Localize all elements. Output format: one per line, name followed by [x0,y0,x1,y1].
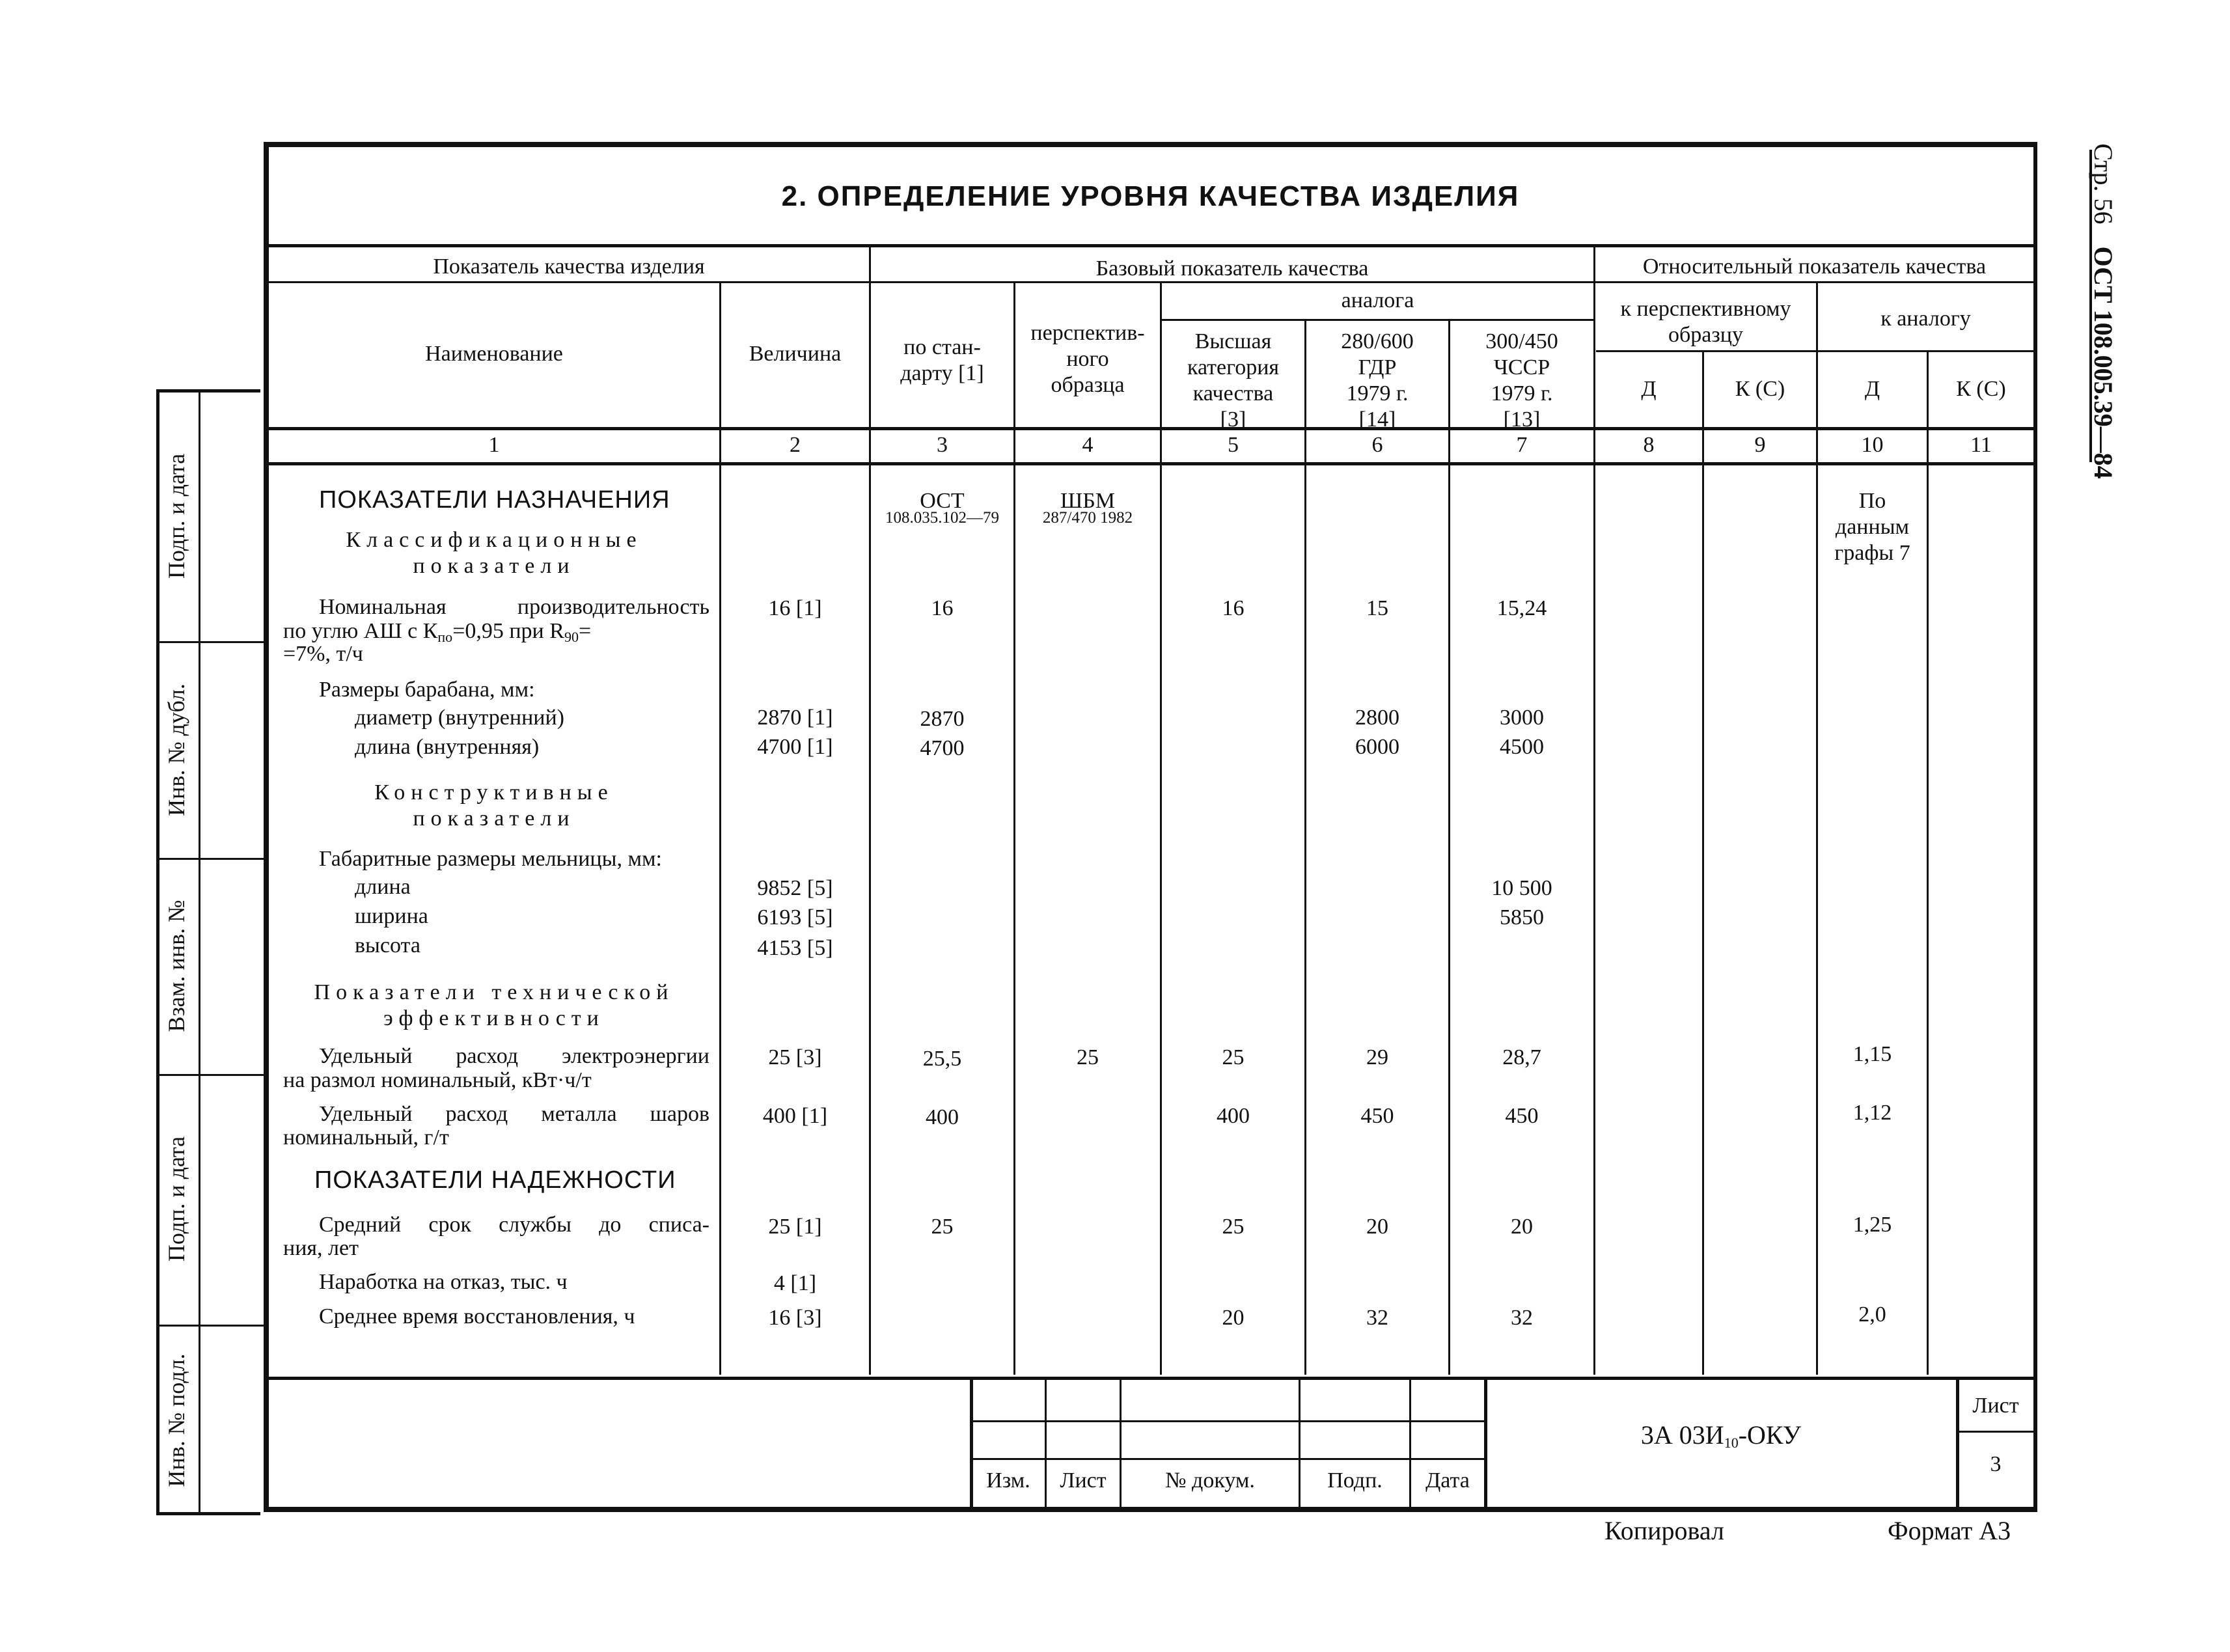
row-width: ширина [355,904,428,928]
cell-czech: 5850 [1500,905,1544,929]
page-title: 2. ОПРЕДЕЛЕНИЕ УРОВНЯ КАЧЕСТВА ИЗДЕЛИЯ [781,180,1520,212]
section-line: показатели [413,554,575,578]
column-number: 6 [1371,433,1383,457]
header-rule [269,427,2033,430]
header-kc: К (С) [1956,377,2006,401]
column-number: 11 [1970,433,1992,457]
column-number: 9 [1754,433,1766,457]
row-overall: Габаритные размеры мельницы, мм: [319,847,662,871]
cell-standard: 16 [931,596,954,620]
cell-standard: 4700 [920,736,965,760]
footer-copied: Копировал [1604,1516,1724,1545]
cell-value: 25 [1] [768,1215,822,1239]
subscript: 10 [1724,1435,1739,1451]
sheet-label: Лист [1972,1394,2019,1418]
cell-czech: 3000 [1500,706,1544,730]
header-line: качества [1192,381,1274,406]
title-block-list: Лист [1060,1468,1107,1493]
section-line: Конструктивные [374,780,614,805]
cell-value: 400 [1] [762,1104,828,1128]
side-page-number: Стр. 56 [2089,143,2118,225]
header-value: Величина [749,342,842,366]
cell-gdr: 2800 [1355,706,1399,730]
cell-czech: 450 [1505,1104,1539,1128]
header-line: 280/600 [1341,329,1414,353]
subscript: 90 [564,629,579,645]
header-to-analog: к аналогу [1880,307,1971,331]
header-line: [13] [1503,407,1541,432]
column-rule [1702,350,1704,1375]
title-block-signature: Подп. [1327,1468,1383,1493]
cell-czech: 15,24 [1496,596,1547,620]
header-czech-analog [1450,329,1593,433]
header-kc: К (С) [1735,377,1785,401]
cell-czech: 10 500 [1491,876,1552,900]
header-rule [1160,319,1593,321]
cell-highest: 400 [1217,1104,1250,1128]
standard-shbm-number: 287/470 1982 [1042,509,1133,527]
header-relative-indicator: Относительный показатель качества [1642,255,1987,279]
header-line: образца [1051,373,1125,397]
header-line: по стан- [903,335,981,359]
document-designation [1486,1422,1956,1456]
row-service-line2: ния, лет [283,1236,359,1260]
column-rule [1593,247,1595,1375]
header-line: Высшая [1194,329,1272,353]
footer-format: Формат А3 [1888,1516,2011,1545]
side-header-rule [2089,150,2092,462]
header-gdr-analog [1306,329,1448,433]
cell-highest: 16 [1222,596,1245,620]
col10-note [1818,488,1927,566]
column-number: 10 [1861,433,1884,457]
text-part: =0,95 при R [452,619,564,643]
cell-relative-d: 1,25 [1852,1213,1892,1237]
header-rule [269,244,2033,247]
header-line: перспектив- [1030,321,1145,345]
header-line: 300/450 [1485,329,1558,353]
cell-czech: 28,7 [1502,1045,1541,1069]
section-reliability: ПОКАЗАТЕЛИ НАДЕЖНОСТИ [314,1166,676,1194]
row-productivity-line1: Номинальная производительность [319,595,709,619]
cell-standard: 2870 [920,707,965,731]
cell-standard: 25 [931,1215,954,1239]
column-rule [1927,350,1929,1375]
header-line: к перспективному [1620,297,1791,321]
header-analog: аналога [1341,288,1414,312]
header-line: [3] [1220,407,1246,432]
cell-relative-d: 1,12 [1852,1101,1892,1125]
standard-ost: ОСТ [920,489,965,513]
row-drum: Размеры барабана, мм: [319,678,535,702]
header-d: Д [1641,377,1657,401]
row-length: длина [355,875,411,899]
header-line: [14] [1358,407,1396,432]
section-classification [269,527,719,579]
cell-czech: 20 [1511,1215,1533,1239]
column-number: 5 [1228,433,1239,457]
cell-value: 4 [1] [773,1271,817,1295]
cell-standard: 25,5 [922,1047,962,1071]
cell-highest: 25 [1222,1215,1245,1239]
cell-value: 9852 [5] [757,876,833,900]
cell-highest: 25 [1222,1045,1245,1069]
side-standard-code: ОСТ 108.005.39—84 [2089,246,2118,479]
header-rule [269,462,2033,465]
column-number: 4 [1082,433,1094,457]
row-diameter: диаметр (внутренний) [355,706,565,730]
section-purpose: ПОКАЗАТЕЛИ НАЗНАЧЕНИЯ [319,486,670,514]
column-number: 1 [488,433,500,457]
row-height: высота [355,933,420,957]
row-service-line1: Средний срок службы до списа- [319,1213,709,1237]
text-part: 3А 03И [1640,1420,1724,1450]
section-line: Классификационные [346,528,642,552]
header-line: категория [1187,355,1280,379]
stamp-divider [199,389,200,1515]
standard-shbm: ШБМ [1060,489,1116,513]
stamp-label: Взам. инв. № [163,900,189,1032]
column-rule [869,247,871,1375]
section-constructive [269,780,719,832]
header-by-standard [871,335,1013,387]
stamp-label: Подп. и дата [163,453,189,579]
cell-value: 4153 [5] [757,936,833,960]
row-energy-line2: на размол номинальный, кВт·ч/т [283,1068,592,1092]
cell-value: 25 [3] [768,1045,822,1069]
cell-gdr: 32 [1366,1306,1388,1330]
note-line: графы 7 [1834,541,1910,565]
header-line: ГДР [1358,355,1397,379]
cell-gdr: 6000 [1355,735,1399,759]
cell-czech: 32 [1511,1306,1533,1330]
text-part: по углю АШ с К [283,619,438,643]
title-block-rule [972,1420,1484,1422]
column-number: 2 [790,433,801,457]
stamp-label: Инв. № дубл. [163,683,189,816]
column-number: 8 [1643,433,1655,457]
header-base-indicator: Базовый показатель качества [1095,256,1369,281]
cell-gdr: 20 [1366,1215,1388,1239]
note-line: По [1858,489,1886,513]
header-rule [269,281,2033,283]
note-line: данным [1835,515,1910,539]
stamp-label: Подп. и дата [163,1136,189,1262]
title-block-izm: Изм. [986,1468,1030,1493]
cell-highest: 20 [1222,1306,1245,1330]
cell-perspective: 25 [1077,1045,1099,1069]
header-line: ного [1066,347,1109,371]
subscript: по [437,629,453,645]
header-name: Наименование [425,342,563,366]
header-line: 1979 г. [1346,381,1409,406]
section-line: эффективности [383,1006,605,1030]
header-line: ЧССР [1493,355,1550,379]
cell-relative-d: 1,15 [1852,1042,1892,1066]
header-highest-category [1162,329,1304,433]
header-line: дарту [1] [900,361,984,385]
row-productivity-line3: =7%, т/ч [283,642,363,666]
text-part: = [578,619,592,643]
title-block-rule [972,1458,1484,1460]
row-restore: Среднее время восстановления, ч [319,1304,635,1328]
row-mtbf: Наработка на отказ, тыс. ч [319,1270,568,1294]
header-line: образцу [1668,323,1743,347]
sheet-number: 3 [1990,1452,2002,1476]
header-line: 1979 г. [1491,381,1553,406]
text-part: -ОКУ [1738,1420,1802,1450]
title-block-rule [269,1377,2033,1380]
header-to-perspective [1595,296,1816,348]
cell-gdr: 450 [1360,1104,1394,1128]
cell-value: 16 [3] [768,1306,822,1330]
cell-value: 6193 [5] [757,905,833,929]
cell-relative-d: 2,0 [1858,1302,1886,1327]
section-line: Показатели технической [314,980,674,1004]
row-metal-line2: номинальный, г/т [283,1125,449,1150]
row-drum-length: длина (внутренняя) [355,735,540,759]
title-block-rule [1958,1431,2033,1433]
header-rule [1596,350,2033,352]
cell-czech: 4500 [1500,735,1544,759]
header-quality-indicator: Показатель качества изделия [433,255,705,279]
cell-gdr: 15 [1366,596,1388,620]
header-perspective-sample [1015,320,1160,398]
stamp-label: Инв. № подл. [163,1353,189,1487]
header-d: Д [1864,377,1880,401]
row-metal-line1: Удельный расход металла шаров [319,1102,709,1126]
cell-value: 16 [1] [768,596,822,620]
standard-ost-number: 108.035.102—79 [885,509,999,527]
column-number: 3 [937,433,948,457]
cell-value: 2870 [1] [757,706,833,730]
section-line: показатели [413,806,575,831]
title-block-date: Дата [1425,1468,1470,1493]
cell-standard: 400 [926,1105,959,1129]
title-block-doc: № докум. [1165,1468,1255,1493]
cell-gdr: 29 [1366,1045,1388,1069]
column-number: 7 [1516,433,1528,457]
section-technical [269,980,719,1032]
row-energy-line1: Удельный расход электроэнергии [319,1044,709,1068]
cell-value: 4700 [1] [757,735,833,759]
